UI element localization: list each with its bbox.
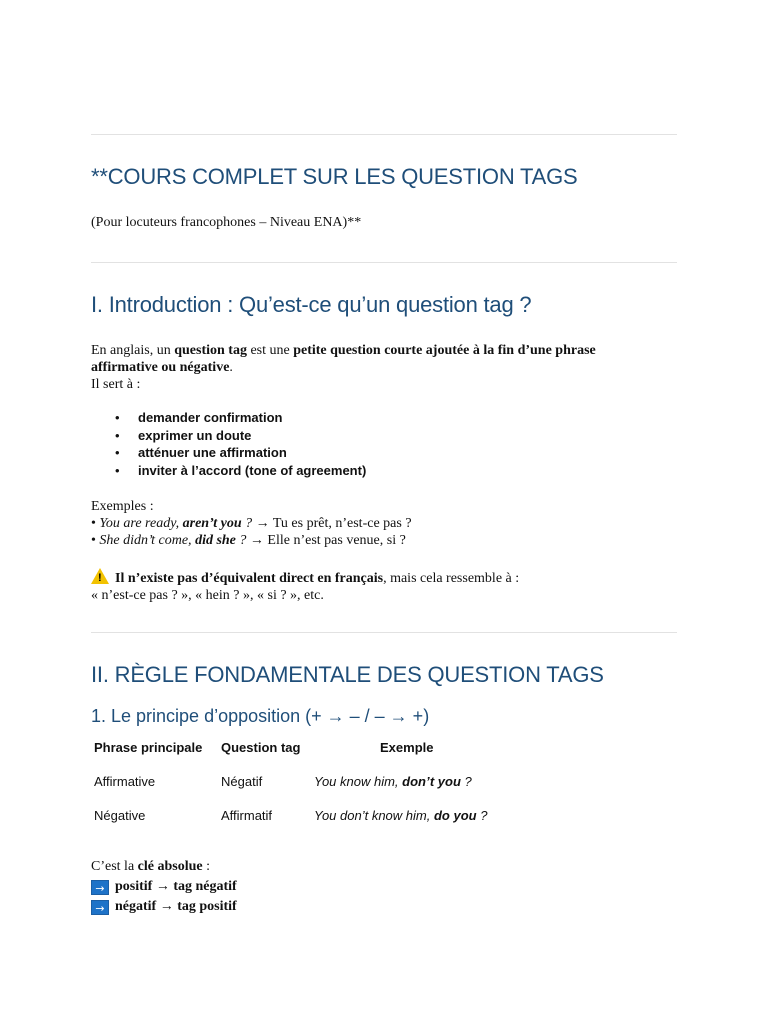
- key-rule-block: C’est la clé absolue : → positif → tag négatif → négatif → tag positif: [91, 859, 237, 915]
- page-subtitle: (Pour locuteurs francophones – Niveau ENA)**: [91, 215, 362, 230]
- table-cell: Affirmatif: [221, 808, 273, 823]
- arrow-right-icon: →: [91, 900, 109, 915]
- examples-block: [91, 498, 412, 549]
- example-1: • You are ready, aren’t you ? → Tu es prêt, n’est-ce pas ?: [91, 516, 412, 531]
- page-title: **COURS COMPLET SUR LES QUESTION TAGS: [91, 164, 578, 189]
- table-cell: Négative: [94, 808, 146, 823]
- divider-1: [91, 262, 677, 263]
- table-cell: Affirmative: [94, 774, 156, 789]
- list-item: • atténuer une affirmation: [115, 445, 287, 461]
- divider-top: [91, 134, 677, 135]
- arrow-right-icon: →: [91, 880, 109, 895]
- examples-label: Exemples :: [91, 499, 154, 514]
- table-header: Question tag: [221, 740, 301, 755]
- table-header: Exemple: [380, 740, 434, 755]
- section2-heading: II. RÈGLE FONDAMENTALE DES QUESTION TAGS: [91, 662, 604, 687]
- section1-heading: I. Introduction : Qu’est-ce qu’un question tag ?: [91, 292, 532, 317]
- table-cell: You know him, don’t you ?: [314, 774, 472, 789]
- intro-paragraph: En anglais, un question tag est une petite question courte ajoutée à la fin d’une phrase affirmative ou négative. Il sert à :: [91, 343, 596, 392]
- divider-2: [91, 632, 677, 633]
- warning-icon: [91, 568, 109, 584]
- sert-label: Il sert à :: [91, 377, 141, 392]
- list-item: • demander confirmation: [115, 410, 283, 425]
- warning-note: !Il n’existe pas d’équivalent direct en français, mais cela ressemble à : « n’est-ce pas ? », « hein ? », « si ? », etc.: [91, 568, 519, 604]
- table-cell: You don’t know him, do you ?: [314, 808, 488, 823]
- subsection-heading: 1. Le principe d’opposition (+ → – / – → +): [91, 706, 430, 726]
- example-2: • She didn’t come, did she ? → Elle n’est pas venue, si ?: [91, 533, 406, 548]
- table-header: Phrase principale: [94, 740, 203, 755]
- list-item: • exprimer un doute: [115, 427, 252, 443]
- table-cell: Négatif: [221, 774, 263, 789]
- uses-list: [91, 409, 366, 479]
- list-item: • inviter à l’accord (tone of agreement): [115, 462, 367, 478]
